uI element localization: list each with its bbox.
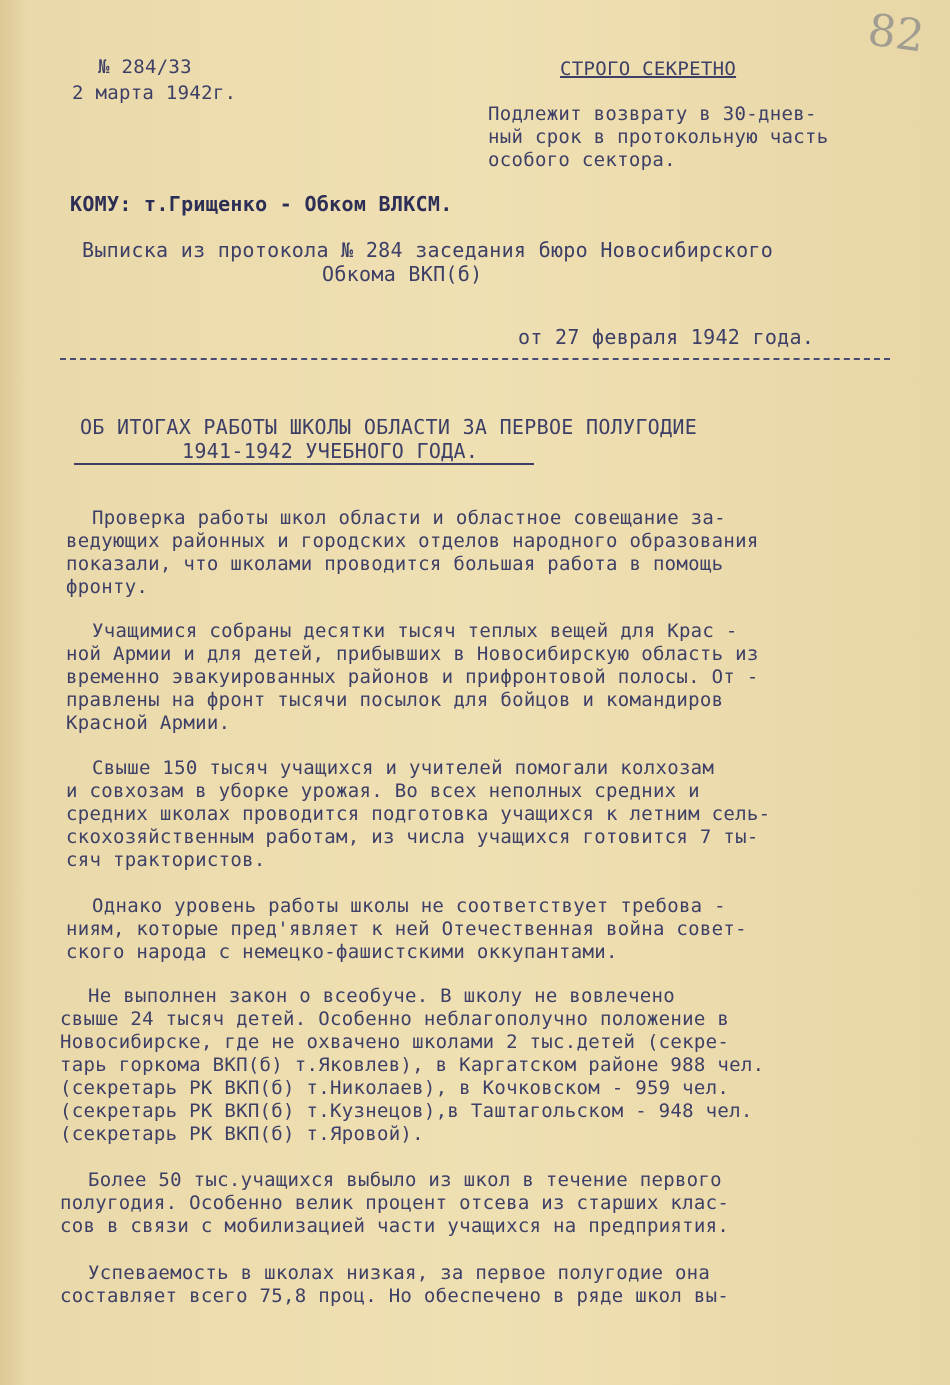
paragraph-1-line-3: показали, что школами проводится большая работа в помощь [66, 553, 724, 575]
paragraph-2-line-4: правлены на фронт тысячи посылок для бойцов и командиров [66, 689, 724, 711]
paragraph-5-line-5: (секретарь РК ВКП(б) т.Николаев), в Кочковском - 959 чел. [60, 1077, 730, 1099]
paragraph-2-line-2: ной Армии и для детей, прибывших в Новосибирскую область из [66, 643, 759, 665]
paragraph-2-line-3: временно эвакуированных районов и прифронтовой полосы. От - [66, 666, 759, 688]
return-notice-line-1: Подлежит возврату в 30-днев- [488, 103, 817, 125]
paragraph-7-line-2: составляет всего 75,8 проц. Но обеспечено в ряде школ вы- [60, 1285, 730, 1307]
paragraph-1-line-1: Проверка работы школ области и областное совещание за- [92, 507, 726, 529]
paragraph-4-line-3: ского народа с немецко-фашистскими оккупантами. [66, 941, 618, 963]
paragraph-6-line-3: сов в связи с мобилизацией части учащихся на предприятия. [60, 1215, 730, 1237]
paragraph-6-line-1: Более 50 тыс.учащихся выбыло из школ в течение первого [88, 1169, 722, 1191]
resolution-title-line-1: ОБ ИТОГАХ РАБОТЫ ШКОЛЫ ОБЛАСТИ ЗА ПЕРВОЕ ПОЛУГОДИЕ [80, 415, 698, 439]
meeting-date: от 27 февраля 1942 года. [518, 325, 815, 349]
paragraph-1-line-4: фронту. [66, 576, 149, 598]
title-underline [74, 463, 534, 465]
resolution-title-line-2: 1941-1942 УЧЕБНОГО ГОДА. [182, 439, 479, 463]
extract-title-line-1: Выписка из протокола № 284 заседания бюро Новосибирского [82, 238, 774, 262]
return-notice-line-3: особого сектора. [488, 149, 676, 171]
paragraph-5-line-1: Не выполнен закон о всеобуче. В школу не вовлечено [88, 985, 675, 1007]
paragraph-3-line-5: сяч трактористов. [66, 849, 266, 871]
separator-line [60, 358, 890, 360]
addressee: КОМУ: т.Грищенко - Обком ВЛКСМ. [70, 192, 453, 216]
paragraph-4-line-2: ниям, которые пред'являет к ней Отечественная война совет- [66, 918, 747, 940]
paragraph-5-line-2: свыше 24 тысяч детей. Особенно неблагополучно положение в [60, 1008, 730, 1030]
paragraph-5-line-7: (секретарь РК ВКП(б) т.Яровой). [60, 1123, 424, 1145]
paragraph-1-line-2: ведующих районных и городских отделов народного образования [66, 530, 759, 552]
paragraph-4-line-1: Однако уровень работы школы не соответствует требова - [92, 895, 726, 917]
paragraph-5-line-6: (секретарь РК ВКП(б) т.Кузнецов),в Таштагольском - 948 чел. [60, 1100, 753, 1122]
secrecy-stamp: СТРОГО СЕКРЕТНО [560, 58, 737, 80]
extract-title-line-2: Обкома ВКП(б) [322, 262, 483, 286]
paragraph-2-line-1: Учащимися собраны десятки тысяч теплых вещей для Крас - [92, 620, 738, 642]
paragraph-7-line-1: Успеваемость в школах низкая, за первое полугодие она [88, 1262, 711, 1284]
return-notice-line-2: ный срок в протокольную часть [488, 126, 829, 148]
paragraph-3-line-4: скохозяйственным работам, из числа учащихся готовится 7 ты- [66, 826, 759, 848]
paragraph-5-line-3: Новосибирске, где не охвачено школами 2 тыс.детей (секре- [60, 1031, 730, 1053]
paragraph-3-line-1: Свыше 150 тысяч учащихся и учителей помогали колхозам [92, 757, 715, 779]
paragraph-3-line-2: и совхозам в уборке урожая. Во всех неполных средних и [66, 780, 700, 802]
paragraph-6-line-2: полугодия. Особенно велик процент отсева из старших клас- [60, 1192, 730, 1214]
document-date: 2 марта 1942г. [72, 82, 237, 104]
paragraph-3-line-3: средних школах проводится подготовка учащихся к летним сель- [66, 803, 771, 825]
paragraph-2-line-5: Красной Армии. [66, 712, 231, 734]
paragraph-5-line-4: тарь горкома ВКП(б) т.Яковлев), в Каргатском районе 988 чел. [60, 1054, 765, 1076]
document-number: № 284/33 [98, 56, 192, 78]
archive-page-number: 82 [864, 4, 928, 63]
